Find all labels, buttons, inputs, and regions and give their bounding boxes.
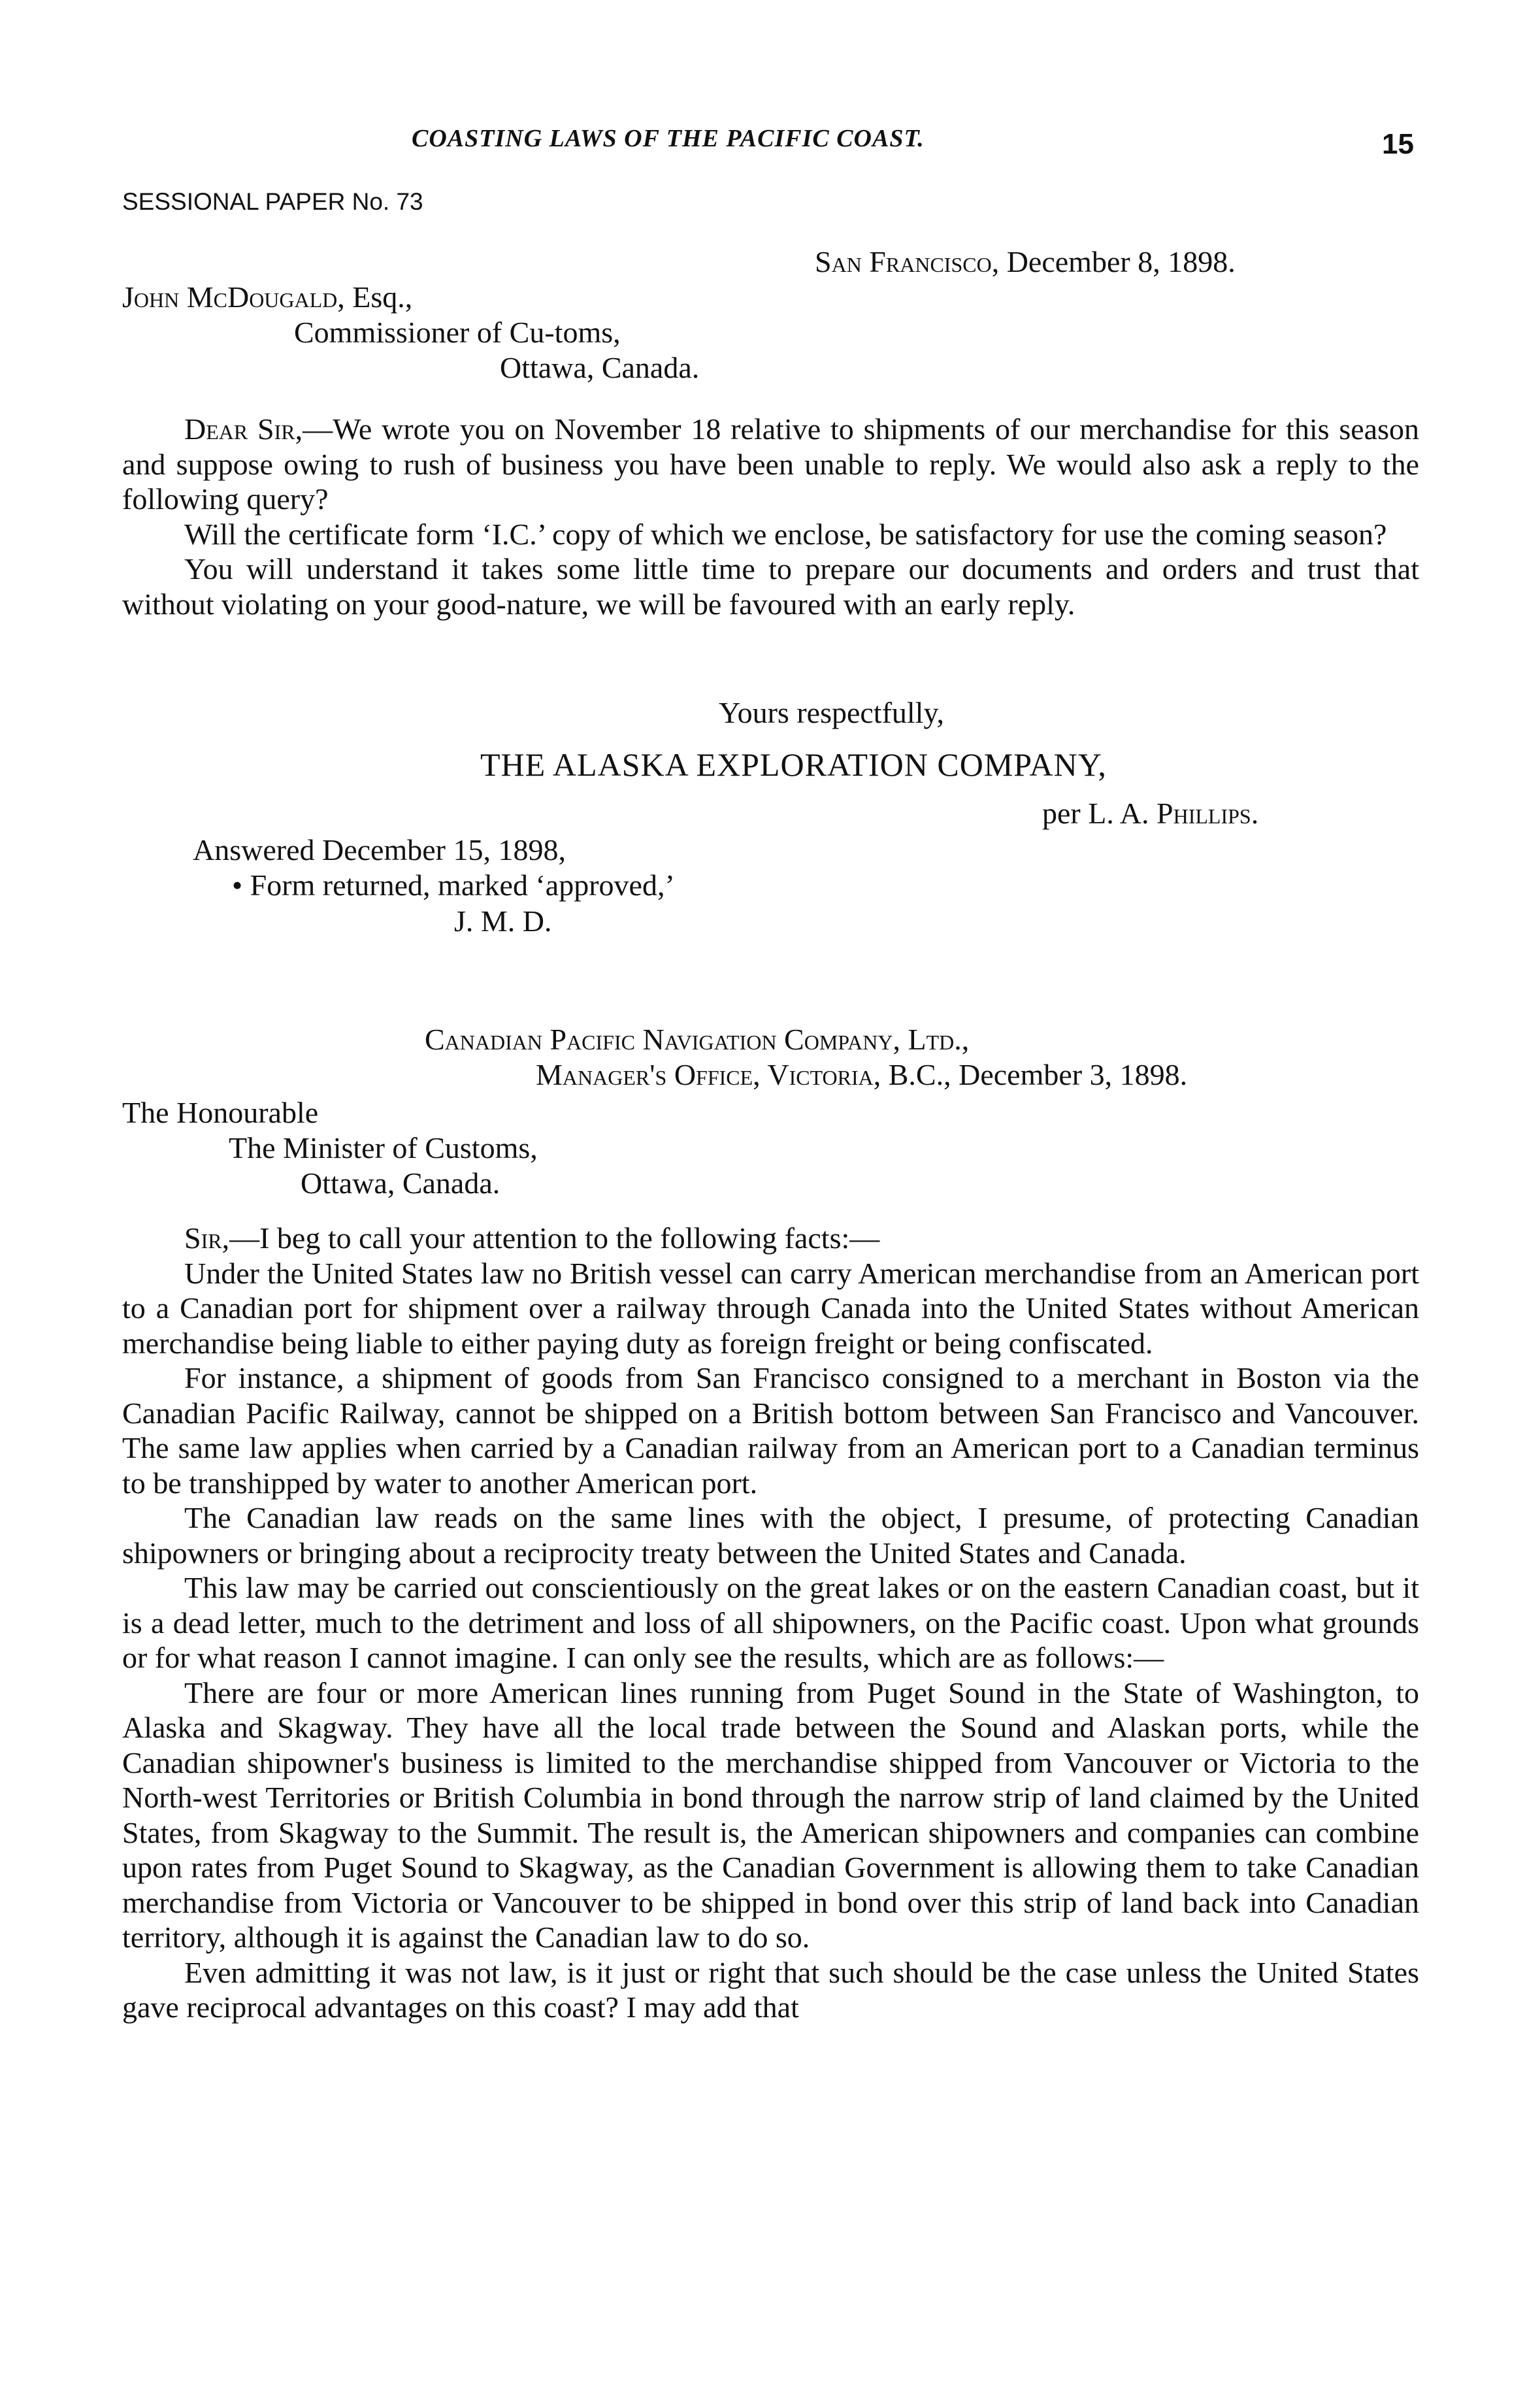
- page-number: 15: [1382, 128, 1414, 160]
- letter1-body: [122, 412, 1419, 621]
- letter2-addressee-line3: Ottawa, Canada.: [301, 1166, 500, 1200]
- letter1-addressee-surname: John McDougald,: [122, 280, 345, 314]
- letter2-paragraph: Even admitting it was not law, is it just or right that such should be the case unless the United States gave reciprocal advantages on this coast? I may add that: [122, 1955, 1419, 2024]
- letter2-paragraph: There are four or more American lines running from Puget Sound in the State of Washington, to Alaska and Skagway. They have all the local trade between the Sound and Alaskan ports, while the Canadian shipowner's business is limited to the merchandise shipped from Vancouver or Victoria to the North-west Territories or British Columbia in bond through the narrow strip of land claimed by the United States, from Skagway to the Summit. The result is, the American shipowners and companies can combine upon rates from Puget Sound to Skagway, as the Canadian Government is allowing them to take Canadian merchandise from Victoria or Vancouver to be shipped in bond over this strip of land back into Canadian territory, although it is against the Canadian law to do so.: [122, 1675, 1419, 1954]
- running-title: COASTING LAWS OF THE PACIFIC COAST.: [412, 125, 925, 152]
- letter1-addressee-title: Commissioner of Cu-toms,: [294, 316, 621, 349]
- letter1-note-form: • Form returned, marked ‘approved,’: [232, 868, 675, 902]
- letter1-note-answered: Answered December 15, 1898,: [193, 833, 566, 866]
- letter1-closing: Yours respectfully,: [719, 696, 944, 729]
- letter2-salutation: Sir,: [184, 1221, 230, 1255]
- letter2-paragraph: Under the United States law no British vessel can carry American merchandise from an American port to a Canadian port for shipment over a railway through Canada into the United States without American merchandise being liable to either paying duty as foreign freight or being confiscated.: [122, 1256, 1419, 1360]
- letter2-paragraph: This law may be carried out conscientiously on the great lakes or on the eastern Canadian coast, but it is a dead letter, much to the detriment and loss of all shipowners, on the Pacific coast. Upon what grounds or for what reason I cannot imagine. I can only see the results, which are as follows:—: [122, 1571, 1419, 1674]
- letter1-signer: Phillips.: [1156, 797, 1259, 830]
- letter1-addressee-suffix: Esq.,: [344, 280, 413, 314]
- letter1-place-date: [815, 247, 1236, 277]
- letter2-heading-office: Manager's Office, Victoria, B.C., December 3, 1898.: [536, 1058, 1188, 1091]
- letter1-addressee-name: [122, 282, 412, 312]
- letter2-paragraph: The Canadian law reads on the same lines with the object, I presume, of protecting Canadian shipowners or bringing about a reciprocity treaty between the United States and Canada.: [122, 1501, 1419, 1570]
- letter1-addressee-place: Ottawa, Canada.: [500, 351, 700, 384]
- sessional-paper-label: SESSIONAL PAPER No. 73: [122, 188, 423, 215]
- letter1-date: December 8, 1898.: [999, 245, 1236, 278]
- letter2-addressee-line2: The Minister of Customs,: [229, 1131, 538, 1164]
- letter2-heading-company: Canadian Pacific Navigation Company, Ltd.,: [425, 1023, 970, 1056]
- letter1-note-initials: J. M. D.: [454, 904, 552, 938]
- letter2-addressee-line1: The Honourable: [122, 1096, 319, 1129]
- letter2-paragraph: Sir,—I beg to call your attention to the following facts:—: [184, 1221, 880, 1255]
- letter1-paragraph: Dear Sir,—We wrote you on November 18 relative to shipments of our merchandise for this season and suppose owing to rush of business you have been unable to reply. We would also ask a reply to the following query?: [122, 412, 1420, 516]
- letter2-body: [122, 1221, 1419, 2025]
- letter1-paragraph: You will understand it takes some little time to prepare our documents and orders and trust that without violating on your good-nature, we will be favoured with an early reply.: [122, 552, 1419, 621]
- letter1-signature: per L. A. Phillips.: [1042, 797, 1259, 830]
- letter2-paragraph: For instance, a shipment of goods from San Francisco consigned to a merchant in Boston via the Canadian Pacific Railway, cannot be shipped on a British bottom between San Francisco and Vancouver. The same law applies when carried by a Canadian railway from an American port to a Canadian terminus to be transhipped by water to another American port.: [122, 1361, 1419, 1500]
- letter1-paragraph: Will the certificate form ‘I.C.’ copy of which we enclose, be satisfactory for use the coming season?: [184, 517, 1387, 551]
- letter1-salutation: Dear Sir,: [184, 412, 303, 446]
- letter1-company: THE ALASKA EXPLORATION COMPANY,: [480, 746, 1107, 783]
- letter1-place: San Francisco,: [815, 245, 1000, 278]
